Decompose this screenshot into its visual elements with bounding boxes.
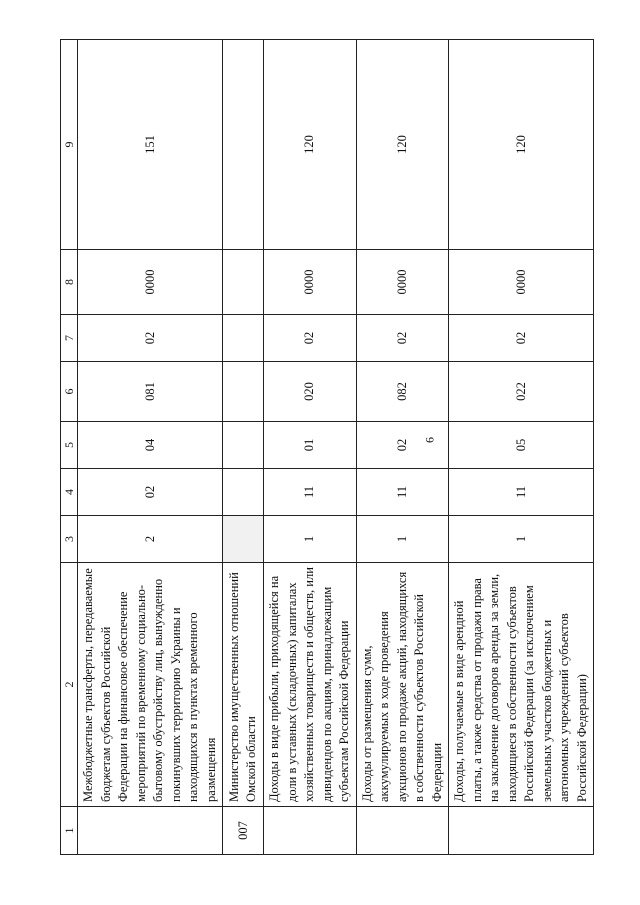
table-row [449,40,594,855]
column-header: 3 [61,516,78,563]
column-header: 6 [61,362,78,422]
revenue-name-cell: Доходы в виде прибыли, приходящейся на доли в уставных (складочных) капиталах хозяйственных товариществ и обществ, или дивидендов по акциям, принадлежащим субъектам Российской Федерации [264,563,357,807]
subarticle-code-cell [223,362,264,422]
economic-class-code-cell: 120 [264,40,357,250]
page-number: 6 [422,437,437,443]
group-code-cell: 1 [356,516,449,563]
article-code-cell: 02 [356,422,449,469]
group-code-cell [223,516,264,563]
economic-class-code-cell: 120 [449,40,594,250]
economic-class-code-cell [223,40,264,250]
group-code-cell: 2 [78,516,223,563]
column-header: 5 [61,422,78,469]
table-row [223,40,264,855]
subarticle-code-cell: 020 [264,362,357,422]
column-number-row [61,40,78,855]
column-header: 1 [61,807,78,855]
element-code-cell: 02 [264,315,357,362]
subgroup-code-cell: 11 [264,469,357,516]
element-code-cell [223,315,264,362]
admin-code-cell [356,807,449,855]
economic-class-code-cell: 151 [78,40,223,250]
subarticle-code-cell: 082 [356,362,449,422]
article-code-cell: 05 [449,422,594,469]
program-code-cell: 0000 [356,250,449,315]
table-row [78,40,223,855]
element-code-cell: 02 [356,315,449,362]
program-code-cell [223,250,264,315]
subgroup-code-cell: 02 [78,469,223,516]
subgroup-code-cell: 11 [356,469,449,516]
group-code-cell: 1 [264,516,357,563]
column-header: 2 [61,563,78,807]
program-code-cell: 0000 [264,250,357,315]
group-code-cell: 1 [449,516,594,563]
rotated-page [60,40,589,855]
column-header: 9 [61,40,78,250]
subarticle-code-cell: 022 [449,362,594,422]
revenue-name-cell: Межбюджетные трансферты, передаваемые бюджетам субъектов Российской Федерации на финансовое обеспечение мероприятий по временному социально-бытовому обустройству лиц, вынужденно покинувших территорию Украины и находящихся в пунктах временного размещения [78,563,223,807]
revenue-name-cell: Доходы от размещения сумм, аккумулируемых в ходе проведения аукционов по продаже акций, находящихся в собственности субъектов Российской Федерации [356,563,449,807]
program-code-cell: 0000 [449,250,594,315]
column-header: 4 [61,469,78,516]
article-code-cell [223,422,264,469]
admin-code-cell: 007 [223,807,264,855]
table-row [264,40,357,855]
article-code-cell: 01 [264,422,357,469]
article-code-cell: 04 [78,422,223,469]
element-code-cell: 02 [78,315,223,362]
subgroup-code-cell [223,469,264,516]
table-row [356,40,449,855]
admin-code-cell [264,807,357,855]
economic-class-code-cell: 120 [356,40,449,250]
budget-classification-table [60,39,594,855]
subgroup-code-cell: 11 [449,469,594,516]
administrator-name-cell: Министерство имущественных отношений Омской области [223,563,264,807]
program-code-cell: 0000 [78,250,223,315]
column-header: 8 [61,250,78,315]
subarticle-code-cell: 081 [78,362,223,422]
admin-code-cell [449,807,594,855]
element-code-cell: 02 [449,315,594,362]
column-header: 7 [61,315,78,362]
revenue-name-cell: Доходы, получаемые в виде арендной платы, а также средства от продажи права на заключение договоров аренды за земли, находящиеся в собственности субъектов Российской Федерации (за исключением земельных участков бюджетных и автономных учреждений субъектов Российской Федерации) [449,563,594,807]
admin-code-cell [78,807,223,855]
